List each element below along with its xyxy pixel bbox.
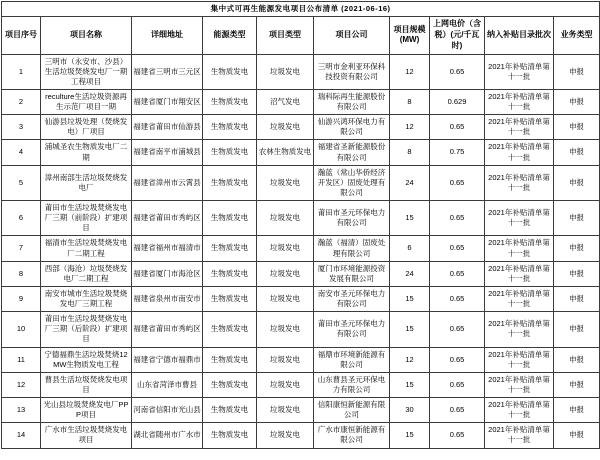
cell-address: 福建省莆田市仙游县: [132, 115, 203, 140]
cell-business-type: 申报: [554, 201, 600, 236]
table-row: [2, 54, 600, 89]
cell-company: 南安市圣元环保电力有限公司: [314, 286, 390, 311]
cell-project-type: 垃圾发电: [257, 236, 314, 261]
cell-price: 0.65: [430, 347, 485, 372]
cell-energy-type: 生物质发电: [203, 236, 257, 261]
cell-price: 0.65: [430, 165, 485, 200]
cell-capacity: 12: [390, 347, 430, 372]
cell-company: 仙游兴鸿环保电力有限公司: [314, 115, 390, 140]
cell-seq: 11: [2, 347, 41, 372]
cell-business-type: 申报: [554, 89, 600, 114]
cell-project-type: 垃圾发电: [257, 115, 314, 140]
page-title: 集中式可再生能源发电项目公布清单 (2021-06-16): [2, 2, 600, 17]
cell-energy-type: 生物质发电: [203, 312, 257, 347]
table-row: [2, 261, 600, 286]
cell-company: 厦门市环境能源投资发展有限公司: [314, 261, 390, 286]
cell-price: 0.65: [430, 236, 485, 261]
cell-project-type: 垃圾发电: [257, 423, 314, 448]
cell-energy-type: 生物质发电: [203, 372, 257, 397]
cell-price: 0.65: [430, 312, 485, 347]
cell-address: 福建省宁德市福鼎市: [132, 347, 203, 372]
col-header-subsidy-batch: 纳入补贴目录批次: [485, 17, 554, 54]
cell-company: 瑞科际再生能源股份有限公司: [314, 89, 390, 114]
cell-subsidy-batch: 2021年补贴清单第十一批: [485, 312, 554, 347]
cell-business-type: 申报: [554, 286, 600, 311]
cell-subsidy-batch: 2021年补贴清单第十一批: [485, 165, 554, 200]
header-row: [2, 17, 600, 54]
cell-capacity: 15: [390, 423, 430, 448]
cell-price: 0.65: [430, 261, 485, 286]
cell-business-type: 申报: [554, 140, 600, 165]
cell-subsidy-batch: 2021年补贴清单第十一批: [485, 115, 554, 140]
cell-seq: 9: [2, 286, 41, 311]
cell-project-type: 垃圾发电: [257, 398, 314, 423]
cell-subsidy-batch: 2021年补贴清单第十一批: [485, 261, 554, 286]
cell-company: 三明市金利亚环保科技投资有限公司: [314, 54, 390, 89]
cell-address: 福建省福州市福清市: [132, 236, 203, 261]
cell-address: 河南省信阳市光山县: [132, 398, 203, 423]
cell-price: 0.65: [430, 372, 485, 397]
cell-address: 福建省莆田市秀屿区: [132, 312, 203, 347]
cell-project-type: 垃圾发电: [257, 201, 314, 236]
cell-business-type: 申报: [554, 312, 600, 347]
cell-price: 0.65: [430, 398, 485, 423]
cell-project-name: reculture生活垃圾资源再生示范厂项目一期: [41, 89, 132, 114]
cell-energy-type: 生物质发电: [203, 54, 257, 89]
cell-project-name: 曹县生活垃圾焚烧发电项目: [41, 372, 132, 397]
cell-project-type: 垃圾发电: [257, 347, 314, 372]
cell-project-name: 西部（海沧）垃圾焚烧发电厂二期工程: [41, 261, 132, 286]
cell-subsidy-batch: 2021年补贴清单第十一批: [485, 423, 554, 448]
table-row: [2, 140, 600, 165]
cell-company: 瀚蓝（福清）固废处理有限公司: [314, 236, 390, 261]
cell-seq: 3: [2, 115, 41, 140]
cell-energy-type: 生物质发电: [203, 286, 257, 311]
cell-capacity: 24: [390, 261, 430, 286]
cell-subsidy-batch: 2021年补贴清单第十一批: [485, 140, 554, 165]
cell-seq: 2: [2, 89, 41, 114]
cell-project-name: 莆田市生活垃圾焚烧发电厂三期（前阶段）扩建项目: [41, 201, 132, 236]
cell-price: 0.65: [430, 423, 485, 448]
cell-subsidy-batch: 2021年补贴清单第十一批: [485, 286, 554, 311]
cell-project-name: 漳州南部生活垃圾焚烧发电厂: [41, 165, 132, 200]
cell-project-name: 广水市生活垃圾焚烧发电项目: [41, 423, 132, 448]
cell-capacity: 24: [390, 165, 430, 200]
cell-project-type: 沼气发电: [257, 89, 314, 114]
cell-subsidy-batch: 2021年补贴清单第十一批: [485, 54, 554, 89]
cell-capacity: 15: [390, 286, 430, 311]
cell-company: 广水市康恒新能源有限公司: [314, 423, 390, 448]
cell-capacity: 8: [390, 140, 430, 165]
cell-seq: 8: [2, 261, 41, 286]
cell-company: 莆田市圣元环保电力有限公司: [314, 312, 390, 347]
cell-capacity: 15: [390, 372, 430, 397]
cell-seq: 10: [2, 312, 41, 347]
cell-subsidy-batch: 2021年补贴清单第十一批: [485, 372, 554, 397]
cell-project-type: 垃圾发电: [257, 54, 314, 89]
table-row: [2, 423, 600, 448]
cell-company: 莆田市圣元环保电力有限公司: [314, 201, 390, 236]
cell-project-type: 垃圾发电: [257, 261, 314, 286]
cell-energy-type: 生物质发电: [203, 423, 257, 448]
cell-project-type: 农林生物质发电: [257, 140, 314, 165]
col-header-company: 项目公司: [314, 17, 390, 54]
cell-company: 瀚蓝（常山华侨经济开发区）固废处理有限公司: [314, 165, 390, 200]
cell-address: 福建省厦门市翔安区: [132, 89, 203, 114]
cell-capacity: 12: [390, 54, 430, 89]
col-header-capacity: 项目规模(MW): [390, 17, 430, 54]
cell-seq: 13: [2, 398, 41, 423]
cell-project-name: 宁德福鼎生活垃圾焚烧12MW生物质发电工程: [41, 347, 132, 372]
col-header-business-type: 业务类型: [554, 17, 600, 54]
table-row: [2, 398, 600, 423]
cell-company: 福建省圣新能源股份有限公司: [314, 140, 390, 165]
cell-energy-type: 生物质发电: [203, 165, 257, 200]
cell-project-type: 垃圾发电: [257, 312, 314, 347]
cell-company: 山东曹县圣元环保电力有限公司: [314, 372, 390, 397]
cell-address: 福建省泉州市南安市: [132, 286, 203, 311]
cell-project-name: 南安市城市生活垃圾焚烧发电厂三期工程: [41, 286, 132, 311]
cell-price: 0.65: [430, 286, 485, 311]
cell-seq: 12: [2, 372, 41, 397]
cell-seq: 6: [2, 201, 41, 236]
cell-capacity: 8: [390, 89, 430, 114]
cell-project-type: 垃圾发电: [257, 286, 314, 311]
cell-seq: 4: [2, 140, 41, 165]
cell-project-type: 垃圾发电: [257, 372, 314, 397]
cell-project-name: 光山县垃圾焚烧发电厂PPP项目: [41, 398, 132, 423]
table-body: [2, 54, 600, 448]
table-row: [2, 165, 600, 200]
cell-capacity: 15: [390, 201, 430, 236]
table-row: [2, 286, 600, 311]
cell-project-type: 垃圾发电: [257, 165, 314, 200]
col-header-project-type: 项目类型: [257, 17, 314, 54]
cell-company: 福鼎市环境新能源有限公司: [314, 347, 390, 372]
cell-energy-type: 生物质发电: [203, 261, 257, 286]
cell-seq: 1: [2, 54, 41, 89]
table-row: [2, 89, 600, 114]
cell-price: 0.75: [430, 140, 485, 165]
cell-project-name: 浦城圣农生物质发电厂二期: [41, 140, 132, 165]
cell-energy-type: 生物质发电: [203, 89, 257, 114]
cell-project-name: 福清市生活垃圾焚烧发电厂二期工程: [41, 236, 132, 261]
cell-energy-type: 生物质发电: [203, 115, 257, 140]
cell-business-type: 申报: [554, 236, 600, 261]
cell-price: 0.65: [430, 201, 485, 236]
cell-address: 福建省漳州市云霄县: [132, 165, 203, 200]
cell-business-type: 申报: [554, 423, 600, 448]
cell-project-name: 莆田市生活垃圾焚烧发电厂三期（后阶段）扩建项目: [41, 312, 132, 347]
cell-address: 山东省菏泽市曹县: [132, 372, 203, 397]
cell-energy-type: 生物质发电: [203, 201, 257, 236]
table-row: [2, 347, 600, 372]
cell-business-type: 申报: [554, 347, 600, 372]
cell-energy-type: 生物质发电: [203, 398, 257, 423]
table-row: [2, 236, 600, 261]
cell-business-type: 申报: [554, 115, 600, 140]
cell-business-type: 申报: [554, 261, 600, 286]
cell-project-name: 三明市（永安市、沙县）生活垃圾焚烧发电厂一期工程项目: [41, 54, 132, 89]
table-row: [2, 201, 600, 236]
cell-address: 福建省厦门市海沧区: [132, 261, 203, 286]
cell-energy-type: 生物质发电: [203, 347, 257, 372]
col-header-seq: 项目序号: [2, 17, 41, 54]
cell-subsidy-batch: 2021年补贴清单第十一批: [485, 398, 554, 423]
cell-seq: 7: [2, 236, 41, 261]
projects-table: [1, 1, 600, 449]
table-row: [2, 372, 600, 397]
cell-price: 0.65: [430, 54, 485, 89]
cell-capacity: 6: [390, 236, 430, 261]
cell-address: 福建省三明市三元区: [132, 54, 203, 89]
cell-subsidy-batch: 2021年补贴清单第十一批: [485, 347, 554, 372]
cell-seq: 5: [2, 165, 41, 200]
cell-company: 信阳康恒新能源有限公司: [314, 398, 390, 423]
title-row: [2, 2, 600, 17]
cell-price: 0.629: [430, 89, 485, 114]
cell-address: 福建省南平市浦城县: [132, 140, 203, 165]
cell-price: 0.65: [430, 115, 485, 140]
cell-capacity: 12: [390, 115, 430, 140]
cell-business-type: 申报: [554, 372, 600, 397]
cell-project-name: 仙游县垃圾处理（焚烧发电）厂项目: [41, 115, 132, 140]
cell-business-type: 申报: [554, 398, 600, 423]
col-header-project-name: 项目名称: [41, 17, 132, 54]
table-row: [2, 115, 600, 140]
cell-address: 湖北省随州市广水市: [132, 423, 203, 448]
cell-subsidy-batch: 2021年补贴清单第十一批: [485, 236, 554, 261]
cell-business-type: 申报: [554, 54, 600, 89]
col-header-price: 上网电价（含税）(元/千瓦时): [430, 17, 485, 54]
cell-subsidy-batch: 2021年补贴清单第十一批: [485, 201, 554, 236]
col-header-energy-type: 能源类型: [203, 17, 257, 54]
cell-seq: 14: [2, 423, 41, 448]
cell-business-type: 申报: [554, 165, 600, 200]
cell-energy-type: 生物质发电: [203, 140, 257, 165]
cell-capacity: 15: [390, 312, 430, 347]
table-row: [2, 312, 600, 347]
cell-subsidy-batch: 2021年补贴清单第十一批: [485, 89, 554, 114]
cell-capacity: 30: [390, 398, 430, 423]
col-header-address: 详细地址: [132, 17, 203, 54]
cell-address: 福建省莆田市秀屿区: [132, 201, 203, 236]
